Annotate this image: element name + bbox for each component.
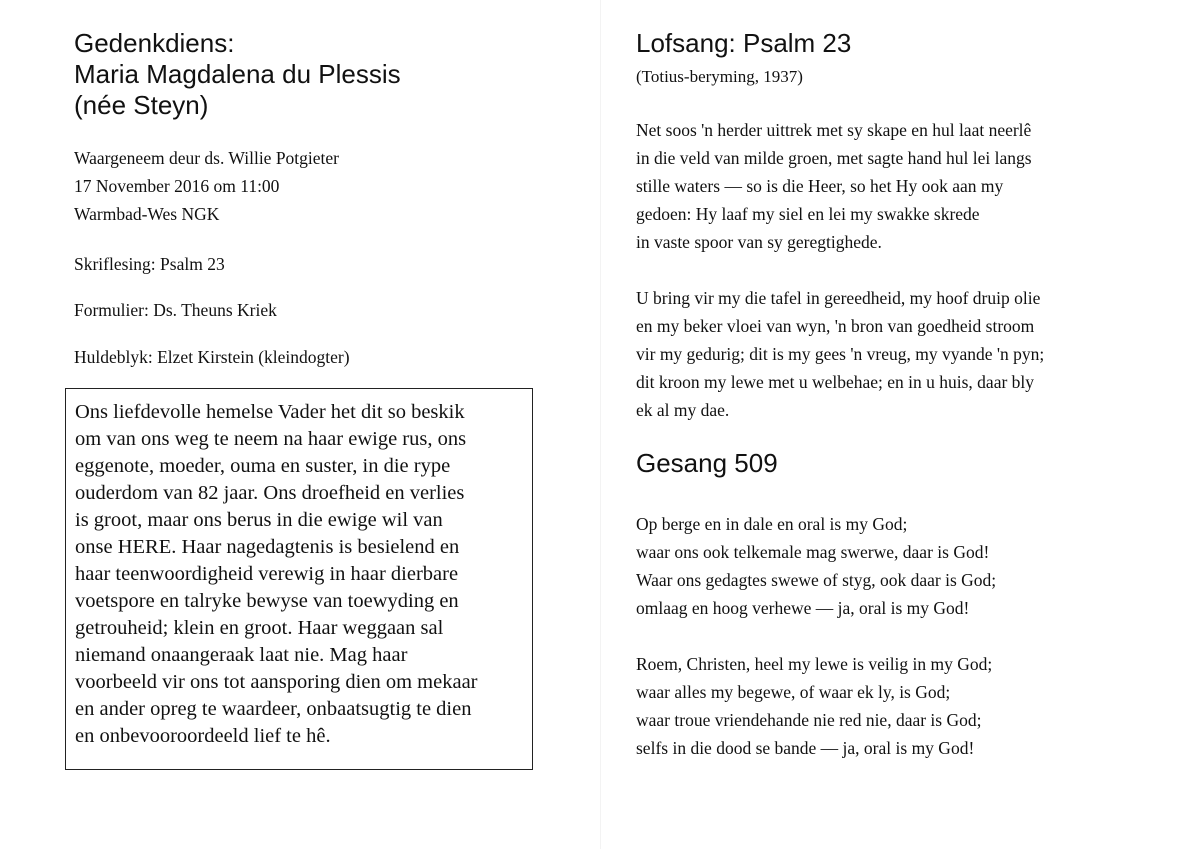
verse-line: waar alles my begewe, of waar ek ly, is God;: [636, 682, 951, 702]
verse-line: stille waters — so is die Heer, so het Hy ook aan my: [636, 176, 1004, 196]
notice-line: eggenote, moeder, ouma en suster, in die rype: [75, 455, 451, 477]
notice-line: voetspore en talryke bewyse van toewyding en: [75, 590, 459, 612]
notice-line: haar teenwoordigheid verewig in haar dierbare: [75, 563, 459, 585]
notice-line: is groot, maar ons berus in die ewige wil van: [75, 509, 443, 531]
date-time-line: 17 November 2016 om 11:00: [74, 176, 280, 196]
tribute-speaker: Huldeblyk: Elzet Kirstein (kleindogter): [74, 347, 350, 367]
notice-line: om van ons weg te neem na haar ewige rus, ons: [75, 428, 467, 450]
psalm-stanza-1: [636, 116, 1032, 256]
verse-line: Waar ons gedagtes swewe of styg, ook daar is God;: [636, 570, 997, 590]
psalm-subtitle: (Totius-beryming, 1937): [636, 67, 803, 86]
notice-line: en onbevooroordeeld lief te hê.: [75, 725, 331, 747]
hymn-stanza-2: [636, 650, 992, 762]
scripture-reading: Skriflesing: Psalm 23: [74, 254, 225, 274]
verse-line: ek al my dae.: [636, 400, 730, 420]
psalm-stanza-2: [636, 284, 1044, 424]
memorial-title: [74, 28, 544, 121]
verse-line: in vaste spoor van sy geregtighede.: [636, 232, 882, 252]
verse-line: Roem, Christen, heel my lewe is veilig in my God;: [636, 654, 993, 674]
verse-line: dit kroon my lewe met u welbehae; en in u huis, daar bly: [636, 372, 1035, 392]
page-fold-divider: [600, 0, 601, 849]
verse-line: waar troue vriendehande nie red nie, daar is God;: [636, 710, 982, 730]
church-line: Warmbad-Wes NGK: [74, 204, 220, 224]
notice-line: ouderdom van 82 jaar. Ons droefheid en verlies: [75, 482, 465, 504]
notice-line: voorbeeld vir ons tot aansporing dien om mekaar: [75, 671, 478, 693]
verse-line: in die veld van milde groen, met sagte hand hul lei langs: [636, 148, 1032, 168]
verse-line: Net soos 'n herder uittrek met sy skape en hul laat neerlê: [636, 120, 1032, 140]
verse-line: selfs in die dood se bande — ja, oral is my God!: [636, 738, 975, 758]
service-details: [74, 144, 534, 228]
notice-text: [75, 399, 478, 750]
notice-line: niemand onaangeraak laat nie. Mag haar: [75, 644, 408, 666]
officiant-line: Waargeneem deur ds. Willie Potgieter: [74, 148, 340, 168]
hymn-heading: Gesang 509: [636, 448, 778, 478]
notice-box: [65, 388, 533, 770]
verse-line: U bring vir my die tafel in gereedheid, my hoof druip olie: [636, 288, 1041, 308]
hymn-stanza-1: [636, 510, 996, 622]
notice-line: onse HERE. Haar nagedagtenis is besielend en: [75, 536, 460, 558]
psalm-heading: Lofsang: Psalm 23: [636, 28, 852, 58]
verse-line: omlaag en hoog verhewe — ja, oral is my God!: [636, 598, 970, 618]
verse-line: waar ons ook telkemale mag swerwe, daar is God!: [636, 542, 990, 562]
verse-line: Op berge en in dale en oral is my God;: [636, 514, 908, 534]
notice-line: getrouheid; klein en groot. Haar weggaan sal: [75, 617, 444, 639]
notice-line: en ander opreg te waardeer, onbaatsugtig te dien: [75, 698, 472, 720]
formulary: Formulier: Ds. Theuns Kriek: [74, 300, 277, 320]
verse-line: gedoen: Hy laaf my siel en lei my swakke skrede: [636, 204, 980, 224]
memorial-title-line: Gedenkdiens:: [74, 28, 235, 58]
memorial-maiden-name-line: (née Steyn): [74, 90, 209, 120]
memorial-name-line: Maria Magdalena du Plessis: [74, 59, 401, 89]
verse-line: vir my gedurig; dit is my gees 'n vreug, my vyande 'n pyn;: [636, 344, 1045, 364]
notice-line: Ons liefdevolle hemelse Vader het dit so beskik: [75, 401, 465, 423]
verse-line: en my beker vloei van wyn, 'n bron van goedheid stroom: [636, 316, 1035, 336]
